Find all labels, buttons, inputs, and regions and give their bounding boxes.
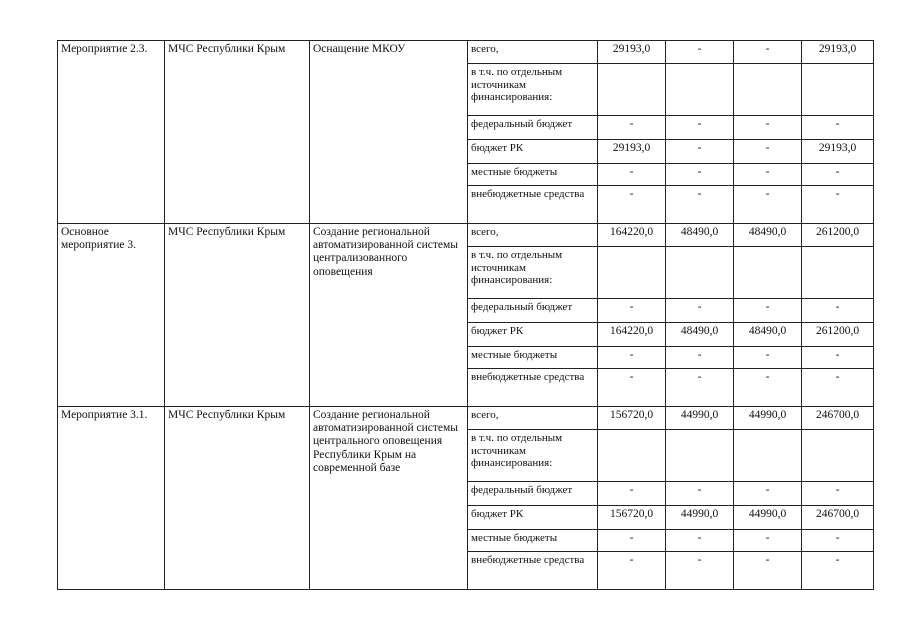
amount-cell: - xyxy=(666,530,734,552)
amount-cell: 156720,0 xyxy=(598,407,666,430)
amount-cell: - xyxy=(666,116,734,140)
amount-cell: - xyxy=(598,552,666,590)
executor-cell: МЧС Республики Крым xyxy=(165,41,310,224)
amount-cell xyxy=(666,430,734,482)
amount-cell: - xyxy=(802,369,874,407)
table-row xyxy=(58,41,874,64)
amount-cell: - xyxy=(598,116,666,140)
amount-cell: - xyxy=(598,482,666,506)
amount-cell: - xyxy=(666,369,734,407)
amount-cell: 156720,0 xyxy=(598,506,666,530)
table-row xyxy=(58,407,874,430)
amount-cell: - xyxy=(598,530,666,552)
amount-cell: - xyxy=(598,347,666,369)
amount-cell: - xyxy=(802,164,874,186)
amount-cell: - xyxy=(666,41,734,64)
amount-cell: 48490,0 xyxy=(734,323,802,347)
amount-cell: - xyxy=(734,347,802,369)
amount-cell xyxy=(734,247,802,299)
funding-source-cell: всего, xyxy=(468,224,598,247)
amount-cell xyxy=(802,430,874,482)
amount-cell: 246700,0 xyxy=(802,506,874,530)
amount-cell: - xyxy=(734,530,802,552)
amount-cell xyxy=(598,247,666,299)
amount-cell: - xyxy=(666,347,734,369)
funding-source-cell: местные бюджеты xyxy=(468,347,598,369)
funding-source-cell: бюджет РК xyxy=(468,140,598,164)
amount-cell: - xyxy=(734,164,802,186)
amount-cell: - xyxy=(802,347,874,369)
amount-cell: 44990,0 xyxy=(666,506,734,530)
amount-cell: 44990,0 xyxy=(734,407,802,430)
funding-source-cell: федеральный бюджет xyxy=(468,116,598,140)
amount-cell: - xyxy=(734,299,802,323)
funding-source-cell: бюджет РК xyxy=(468,506,598,530)
amount-cell: 48490,0 xyxy=(666,323,734,347)
amount-cell: - xyxy=(802,299,874,323)
amount-cell: 29193,0 xyxy=(802,41,874,64)
amount-cell xyxy=(598,64,666,116)
amount-cell xyxy=(734,64,802,116)
amount-cell: - xyxy=(666,552,734,590)
funding-source-cell: в т.ч. по отдельным источникам финансирования: xyxy=(468,247,598,299)
funding-source-cell: в т.ч. по отдельным источникам финансирования: xyxy=(468,64,598,116)
executor-cell: МЧС Республики Крым xyxy=(165,224,310,407)
budget-table-body xyxy=(58,41,874,590)
table-row xyxy=(58,224,874,247)
amount-cell: - xyxy=(598,186,666,224)
amount-cell: 44990,0 xyxy=(666,407,734,430)
amount-cell: - xyxy=(734,482,802,506)
amount-cell: - xyxy=(734,369,802,407)
amount-cell: - xyxy=(734,140,802,164)
measure-name-cell: Оснащение МКОУ xyxy=(310,41,468,224)
funding-source-cell: федеральный бюджет xyxy=(468,299,598,323)
amount-cell xyxy=(802,247,874,299)
amount-cell: - xyxy=(734,41,802,64)
funding-source-cell: местные бюджеты xyxy=(468,530,598,552)
amount-cell: - xyxy=(598,164,666,186)
measure-name-cell: Создание региональной автоматизированной системы центрального оповещения Республики Крым на современной базе xyxy=(310,407,468,590)
measure-cell: Мероприятие 2.3. xyxy=(58,41,165,224)
amount-cell: - xyxy=(802,116,874,140)
funding-source-cell: федеральный бюджет xyxy=(468,482,598,506)
funding-source-cell: бюджет РК xyxy=(468,323,598,347)
executor-cell: МЧС Республики Крым xyxy=(165,407,310,590)
budget-table xyxy=(57,40,874,590)
amount-cell: 261200,0 xyxy=(802,323,874,347)
funding-source-cell: внебюджетные средства xyxy=(468,552,598,590)
amount-cell: - xyxy=(802,530,874,552)
amount-cell: 44990,0 xyxy=(734,506,802,530)
funding-source-cell: местные бюджеты xyxy=(468,164,598,186)
amount-cell: 261200,0 xyxy=(802,224,874,247)
amount-cell xyxy=(598,430,666,482)
amount-cell: - xyxy=(802,186,874,224)
measure-cell: Мероприятие 3.1. xyxy=(58,407,165,590)
amount-cell: 246700,0 xyxy=(802,407,874,430)
amount-cell: - xyxy=(734,186,802,224)
amount-cell xyxy=(802,64,874,116)
funding-source-cell: всего, xyxy=(468,407,598,430)
amount-cell: - xyxy=(666,186,734,224)
amount-cell: - xyxy=(734,116,802,140)
amount-cell: 29193,0 xyxy=(598,41,666,64)
funding-source-cell: внебюджетные средства xyxy=(468,369,598,407)
funding-source-cell: в т.ч. по отдельным источникам финансирования: xyxy=(468,430,598,482)
amount-cell xyxy=(666,64,734,116)
amount-cell: - xyxy=(802,482,874,506)
amount-cell: - xyxy=(802,552,874,590)
amount-cell xyxy=(666,247,734,299)
amount-cell: - xyxy=(666,164,734,186)
measure-name-cell: Создание региональной автоматизированной системы централизованного оповещения xyxy=(310,224,468,407)
amount-cell: - xyxy=(734,552,802,590)
amount-cell: - xyxy=(666,299,734,323)
amount-cell: - xyxy=(598,299,666,323)
amount-cell: 29193,0 xyxy=(802,140,874,164)
amount-cell xyxy=(734,430,802,482)
amount-cell: 164220,0 xyxy=(598,224,666,247)
amount-cell: 29193,0 xyxy=(598,140,666,164)
amount-cell: - xyxy=(666,140,734,164)
amount-cell: - xyxy=(666,482,734,506)
amount-cell: 164220,0 xyxy=(598,323,666,347)
funding-source-cell: всего, xyxy=(468,41,598,64)
amount-cell: 48490,0 xyxy=(734,224,802,247)
measure-cell: Основное мероприятие 3. xyxy=(58,224,165,407)
funding-source-cell: внебюджетные средства xyxy=(468,186,598,224)
amount-cell: - xyxy=(598,369,666,407)
amount-cell: 48490,0 xyxy=(666,224,734,247)
